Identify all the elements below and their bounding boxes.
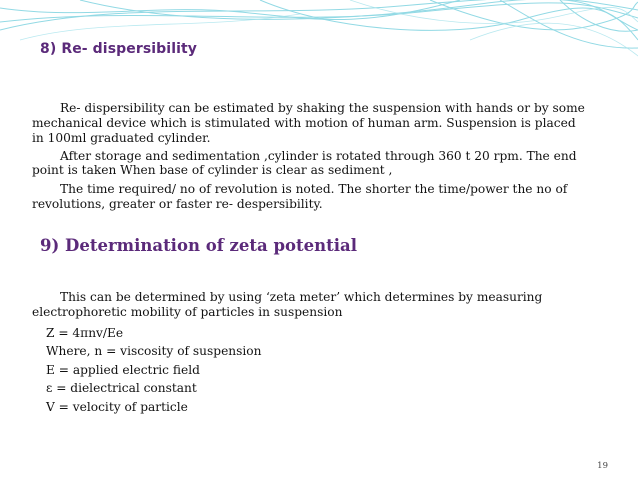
- section-8-line-1: [32, 101, 610, 116]
- formula-line: Z = 4πnv/Ee: [46, 326, 124, 340]
- section-8-line-7: revolutions, greater or faster re- despersibility.: [32, 197, 323, 211]
- page-number: 19: [597, 461, 608, 471]
- formula-line: ε = dielectrical constant: [46, 381, 197, 396]
- section-9-line-1-text: This can be determined by using ‘zeta meter’ which determines by measuring: [60, 290, 543, 304]
- formula-line: E = applied electric field: [46, 362, 200, 377]
- section-8-line-6-text: The time required/ no of revolution is noted. The shorter the time/power the no of: [60, 182, 568, 196]
- section-8-line-5: point is taken When base of cylinder is clear as sediment ,: [32, 163, 393, 177]
- section-8-line-1-text: Re- dispersibility can be estimated by shaking the suspension with hands or by some: [60, 101, 585, 115]
- formula-line: V = velocity of particle: [46, 399, 188, 414]
- section-8-line-4: [32, 149, 610, 164]
- section-8-line-2: mechanical device which is stimulated with motion of human arm. Suspension is placed: [32, 116, 576, 130]
- section-8-line-3: in 100ml graduated cylinder.: [32, 131, 211, 145]
- section-8-line-6: [32, 182, 610, 197]
- section-9-heading: 9) Determination of zeta potential: [40, 236, 357, 255]
- section-8-line-4-text: After storage and sedimentation ,cylinder is rotated through 360 t 20 rpm. The end: [60, 149, 577, 163]
- formula-list: [46, 324, 261, 416]
- section-8-heading: 8) Re- dispersibility: [40, 41, 198, 57]
- section-9-line-2: electrophoretic mobility of particles in suspension: [32, 305, 343, 319]
- section-9-line-1: [32, 290, 610, 305]
- formula-line: Where, n = viscosity of suspension: [46, 344, 262, 359]
